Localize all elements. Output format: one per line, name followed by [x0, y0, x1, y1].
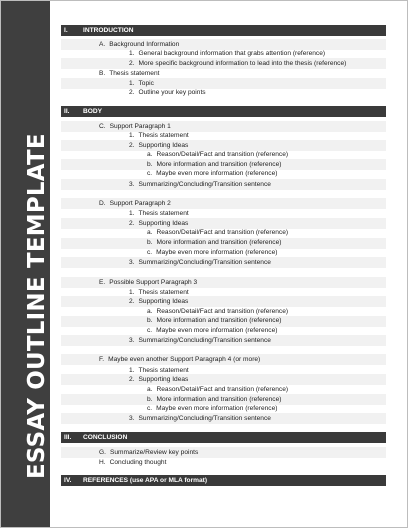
outline-marker: 2. [129, 219, 135, 227]
outline-text: Support Paragraph 1 [109, 122, 171, 130]
outline-text: Reason/Detail/Fact and transition (reference) [156, 151, 289, 158]
section-header-conclusion [61, 432, 386, 443]
outline-text: Supporting Ideas [138, 376, 189, 383]
section-header-introduction [61, 25, 386, 36]
outline-text: Outline your key points [138, 89, 206, 96]
outline-item [147, 307, 288, 317]
outline-marker: H. [99, 458, 106, 466]
outline-text: More specific background information to lead into the thesis (reference) [138, 59, 347, 67]
outline-marker: b. [147, 160, 153, 168]
outline-marker: 1. [129, 131, 135, 139]
section-header-body [61, 106, 386, 117]
outline-item [129, 88, 206, 98]
outline-text: Maybe even more information (reference) [156, 327, 278, 334]
outline-marker: D. [99, 200, 106, 207]
outline-marker: 1. [129, 288, 135, 296]
outline-marker: 2. [129, 89, 135, 96]
outline-text: Reason/Detail/Fact and transition (reference) [156, 386, 289, 393]
outline-marker: 1. [129, 79, 135, 87]
outline-marker: b. [147, 317, 153, 324]
outline-marker: B. [99, 70, 106, 77]
outline-marker: b. [147, 395, 153, 403]
outline-text: Thesis statement [109, 70, 160, 77]
outline-text: Thesis statement [138, 367, 189, 374]
outline-item [129, 79, 154, 89]
outline-marker: 2. [129, 376, 135, 383]
outline-item [147, 248, 277, 258]
outline-marker: a. [147, 151, 153, 158]
outline-text: Summarizing/Concluding/Transition sentence [138, 415, 271, 422]
outline-marker: 1. [129, 50, 135, 57]
outline-item [129, 59, 346, 69]
outline-marker: a. [147, 386, 153, 393]
outline-item [147, 160, 281, 170]
outline-item [129, 414, 271, 424]
outline-marker: 3. [129, 180, 135, 188]
outline-marker: 2. [129, 297, 135, 305]
outline-item [147, 238, 281, 248]
outline-text: Summarizing/Concluding/Transition sentence [138, 336, 271, 344]
outline-marker: C. [99, 122, 106, 130]
outline-text: Summarizing/Concluding/Transition sentence [138, 258, 271, 266]
outline-text: General background information that grabs attention (reference) [138, 50, 326, 57]
outline-item [99, 278, 197, 288]
outline-text: Supporting Ideas [138, 219, 189, 227]
outline-text: Possible Support Paragraph 3 [109, 279, 198, 286]
outline-marker: 1. [129, 210, 135, 217]
outline-item [129, 131, 189, 141]
outline-marker: a. [147, 307, 153, 315]
outline-item [99, 448, 198, 458]
outline-text: Maybe even more information (reference) [156, 405, 278, 412]
outline-item [129, 141, 188, 151]
outline-text: Supporting Ideas [138, 141, 189, 149]
outline-text: Maybe even another Support Paragraph 4 (or more) [108, 356, 261, 363]
section-label: INTRODUCTION [83, 27, 134, 34]
outline-text: Maybe even more information (reference) [156, 170, 278, 177]
outline-item [129, 336, 271, 346]
outline-text: Thesis statement [138, 288, 189, 296]
outline-text: Reason/Detail/Fact and transition (reference) [156, 229, 289, 236]
outline-text: Support Paragraph 2 [109, 200, 171, 207]
outline-item [147, 169, 277, 179]
outline-text: Summarize/Review key points [109, 448, 199, 456]
outline-item [99, 199, 171, 209]
section-label: CONCLUSION [83, 434, 128, 441]
outline-item [147, 228, 288, 238]
section-header-references [61, 475, 386, 486]
outline-marker: 3. [129, 336, 135, 344]
outline-text: Supporting Ideas [138, 297, 189, 305]
outline-text: Maybe even more information (reference) [156, 248, 278, 256]
outline-marker: 3. [129, 258, 135, 266]
outline-text: Summarizing/Concluding/Transition sentence [138, 180, 271, 188]
outline-text: Reason/Detail/Fact and transition (reference) [156, 307, 289, 315]
outline-marker: 1. [129, 367, 135, 374]
outline-text: More information and transition (reference) [156, 239, 282, 246]
sidebar-banner [1, 1, 50, 527]
outline-item [129, 180, 271, 190]
outline-marker: 3. [129, 415, 135, 422]
outline-text: Thesis statement [138, 210, 189, 217]
outline-marker: c. [147, 405, 153, 412]
outline-item [99, 355, 260, 365]
outline-marker: b. [147, 239, 153, 246]
outline-marker: A. [99, 40, 106, 48]
outline-text: Concluding thought [109, 458, 167, 466]
outline-marker: a. [147, 229, 153, 236]
outline-item [129, 297, 188, 307]
section-label: BODY [83, 108, 103, 115]
outline-text: Topic [138, 79, 154, 87]
sidebar-title: ESSAY OUTLINE TEMPLATE [24, 133, 50, 479]
outline-item [99, 40, 179, 50]
outline-marker: c. [147, 248, 153, 256]
outline-text: More information and transition (reference) [156, 317, 282, 324]
outline-marker: F. [99, 356, 105, 363]
outline-marker: G. [99, 448, 106, 456]
outline-item [129, 219, 188, 229]
outline-item [99, 458, 166, 468]
outline-item [129, 375, 188, 385]
outline-marker: 2. [129, 59, 135, 67]
section-label: REFERENCES (use APA or MLA format) [83, 477, 208, 484]
outline-marker: 2. [129, 141, 135, 149]
section-number: IV. [64, 477, 72, 484]
stripe [61, 296, 386, 307]
outline-item [147, 395, 281, 405]
outline-text: More information and transition (reference) [156, 395, 282, 403]
section-number: I. [64, 27, 68, 34]
outline-item [147, 316, 281, 326]
outline-text: More information and transition (reference) [156, 160, 282, 168]
outline-item [129, 258, 271, 268]
section-number: II. [64, 108, 70, 115]
outline-text: Background Information [109, 40, 180, 48]
outline-marker: c. [147, 327, 153, 334]
stripe [61, 374, 386, 385]
section-number: III. [64, 434, 72, 441]
outline-text: Thesis statement [138, 131, 189, 139]
outline-marker: E. [99, 279, 106, 286]
outline-marker: c. [147, 170, 153, 177]
stripe [61, 78, 386, 89]
